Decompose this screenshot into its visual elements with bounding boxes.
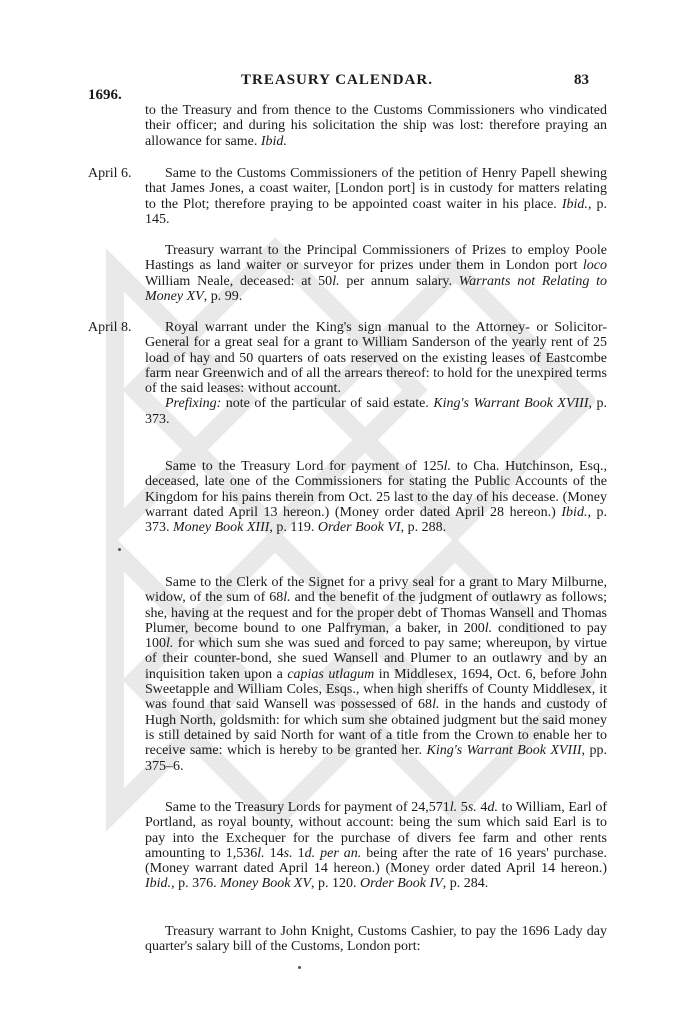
entry-text: in the hands and custody of Hugh North, goldsmith: for which sum she obtained judgment but the said money is still detained by said North for want of a title from the Crown to enable her to receive same: which is hereby to be granted her. — [145, 697, 607, 759]
entry-date: April 6. — [88, 166, 132, 181]
running-title: TREASURY CALENDAR. — [241, 72, 433, 88]
currency-unit: l. — [257, 845, 265, 861]
entry-text: Treasury warrant to John Knight, Customs Cashier, to pay the 1696 Lady day quarter's salary bill of the Customs, London port: — [145, 924, 607, 955]
entry-reference: Money Book XV — [220, 876, 312, 892]
stray-mark — [298, 966, 301, 969]
entry-text: Same to the Customs Commissioners of the petition of Henry Papell shewing that James Jones, a coast waiter, [London port] is in custody for matters relating to the Plot; therefore praying to be appointed coast waiter in his place. — [145, 166, 607, 212]
entry-text: William Neale, deceased: at 50 — [145, 273, 333, 289]
entry-text: conditioned to pay 100 — [145, 620, 607, 652]
entry-text: , p. 284. — [442, 876, 489, 892]
stray-mark — [118, 548, 121, 551]
entry-reference: Ibid. — [145, 876, 172, 892]
entry-text: Same to the Treasury Lord for payment of 125 — [165, 459, 444, 474]
entry-text: being after the rate of 16 years' purchase. (Money warrant dated April 14 hereon.) (Money order dated April 14 hereon.) — [145, 845, 608, 877]
entry-text: 1 — [292, 845, 305, 861]
entry-reference: Money Book XIII — [173, 520, 270, 536]
entry-text: Same to the Treasury Lords for payment of 24,571 — [165, 800, 450, 815]
entry-text: , p. 376. — [171, 876, 221, 892]
currency-unit: s. — [467, 800, 477, 815]
entry-text: note of the particular of said estate. — [221, 396, 434, 412]
currency-unit: l. — [166, 636, 174, 652]
entry-text: and the benefit of the judgment of outlawry as follows; she, having at the request and for the proper debt of Thomas Wansell and Thomas Plumer, become bound to one Palfryman, a baker, in 200 — [145, 590, 607, 636]
entry-text: , pp. 375–6. — [145, 743, 608, 774]
entry-text: , p. 120. — [311, 876, 361, 892]
entry-reference: Order Book VI — [317, 520, 401, 536]
entry-milburne-grant — [145, 575, 607, 774]
entry-text: Same to the Clerk of the Signet for a privy seal for a grant to Mary Milburne, widow, of the sum of 68 — [145, 575, 607, 606]
entry-italic: Prefixing: — [165, 396, 222, 412]
entry-text: , p. 119. — [269, 520, 318, 536]
entry-text: 14 — [264, 845, 284, 861]
entry-papell-petition — [145, 166, 607, 227]
entry-text: , p. 145. — [145, 196, 608, 227]
currency-unit: l. — [283, 590, 291, 606]
entry-prizes-warrant — [145, 243, 607, 304]
currency-unit: l. — [484, 620, 493, 636]
entry-text: Treasury warrant to the Principal Commissioners of Prizes to employ Poole Hastings as land waiter or surveyor for prizes under them in London port — [145, 243, 607, 274]
entry-date: April 8. — [88, 320, 132, 335]
entry-text: for which sum she was sued and forced to pay same; whereupon, by virtue of their counter-bond, she sued Wansell and Plumer to an outlawry and by an inquisition taken upon a — [145, 636, 607, 682]
entry-text: 4 — [476, 800, 488, 815]
entry-hutchinson-payment — [145, 459, 607, 535]
entry-knight-warrant — [145, 924, 607, 955]
entry-text: per annum salary. — [339, 273, 459, 289]
entry-text: in Middlesex, 1694, Oct. 6, before John Sweetapple and William Coles, Esqs., when high sheriffs of County Middlesex, it was found that said Wansell was possessed of 68 — [145, 666, 607, 713]
entry-text: to Cha. Hutchinson, Esq., deceased, late one of the Commissioners for stating the Public Accounts of the Kingdom for his pains therein from Oct. 25 last to the day of his decease. (Money warrant dated April 13 hereon.) (Money order dated April 28 hereon.) — [145, 459, 607, 520]
entry-portland-bounty — [145, 800, 607, 892]
entry-text: , p. 99. — [203, 288, 243, 304]
running-year: 1696. — [88, 87, 122, 103]
currency-unit: l. — [443, 459, 451, 474]
entry-italic: capias utlagum — [287, 666, 375, 682]
currency-unit: l. — [432, 697, 440, 713]
currency-unit: s. — [283, 845, 293, 861]
currency-unit: d. — [487, 800, 498, 815]
entry-reference: King's Warrant Book XVIII — [426, 743, 582, 759]
page-number: 83 — [574, 72, 589, 88]
entry-sanderson-grant — [145, 320, 607, 427]
entry-reference: King's Warrant Book XVIII — [433, 396, 589, 412]
entry-continuation — [145, 103, 607, 149]
currency-unit: l. — [332, 273, 340, 289]
entry-text: to the Treasury and from thence to the Customs Commissioners who vindicated their officer; and during his solicitation the ship was lost: therefore praying an allowance for same. — [145, 103, 607, 149]
entry-text: Royal warrant under the King's sign manual to the Attorney- or Solicitor-General for a great seal for a grant to William Sanderson of the yearly rent of 25 load of hay and 50 quarters of oats reserved on the existing leases of Eastcombe farm near Greenwich and of all the arrears thereof: to hold for the unexpired terms of the said leases: without account. — [145, 320, 607, 397]
entry-reference: Ibid. — [561, 504, 588, 520]
entry-text: , p. 288. — [400, 520, 447, 536]
currency-unit: l. — [449, 800, 458, 815]
currency-unit: d. — [304, 845, 316, 861]
entry-italic: per an. — [320, 845, 362, 861]
entry-text: to William, Earl of Portland, as royal bounty, without account: being the sum which said Earl is to pay into the Exchequer for the purchase of divers fee farm and other rents amounting to 1,536 — [145, 800, 608, 861]
entry-reference: Order Book IV — [360, 876, 443, 892]
entry-italic: loco — [582, 258, 607, 274]
entry-reference: Ibid. — [260, 133, 287, 149]
entry-text: , p. 373. — [145, 396, 607, 427]
entry-text: , p. 373. — [145, 504, 608, 536]
entry-text: 5 — [457, 800, 468, 815]
entry-reference: Warrants not Relating to Money XV — [145, 273, 608, 304]
entry-reference: Ibid. — [561, 196, 588, 212]
